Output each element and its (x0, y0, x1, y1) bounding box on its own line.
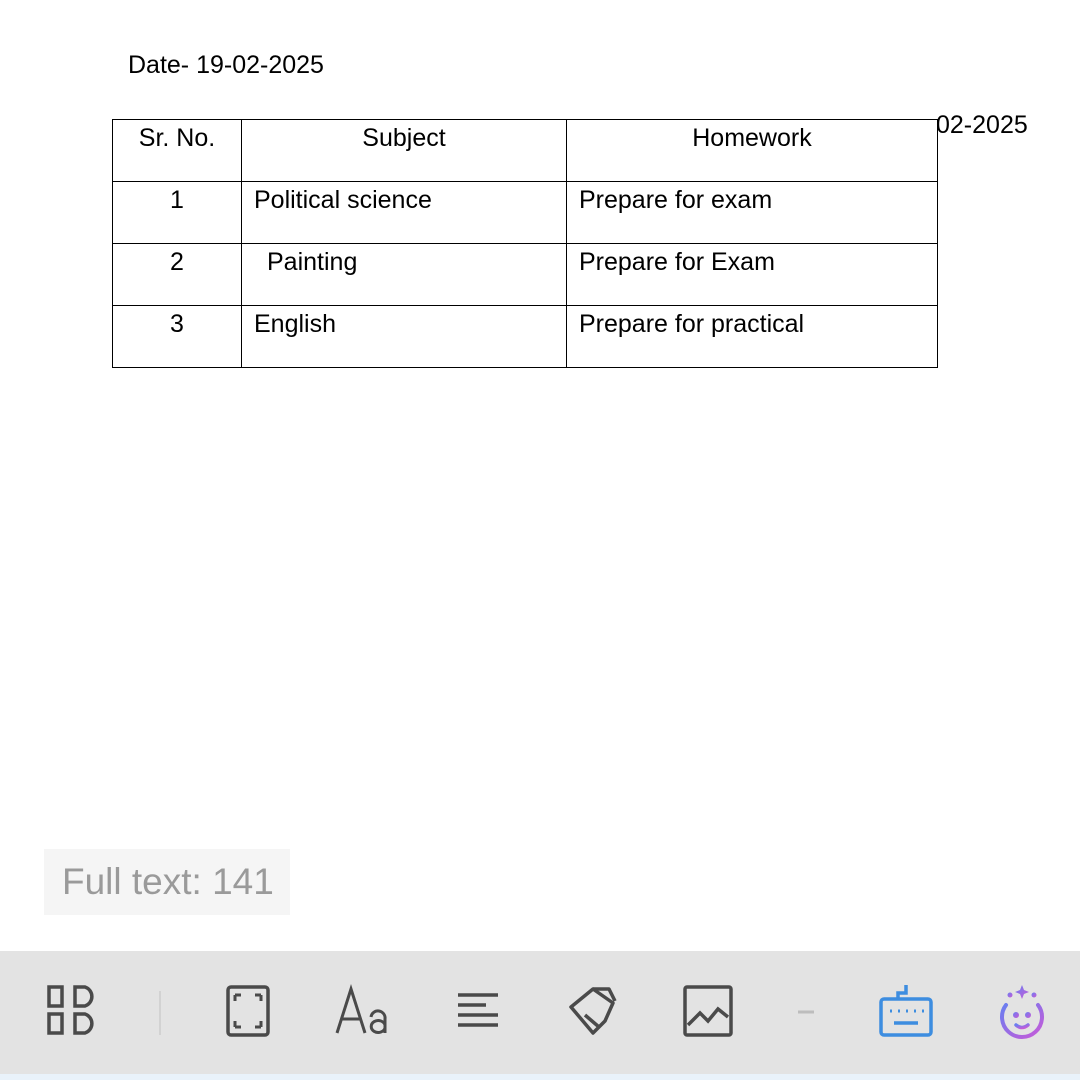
table-header-row (113, 120, 938, 182)
cell-homework: Prepare for exam (567, 182, 938, 244)
header-subject: Subject (242, 120, 567, 182)
table-row (113, 306, 938, 368)
align-left-icon[interactable] (448, 981, 508, 1041)
cell-sr-no: 2 (113, 244, 242, 306)
table-row (113, 182, 938, 244)
cell-homework: Prepare for Exam (567, 244, 938, 306)
cell-subject: Political science (242, 182, 567, 244)
cell-sr-no: 3 (113, 306, 242, 368)
table-row (113, 244, 938, 306)
keyboard-icon[interactable] (876, 981, 936, 1041)
minus-icon[interactable] (776, 981, 836, 1041)
paint-brush-icon[interactable] (563, 981, 623, 1041)
header-homework: Homework (567, 120, 938, 182)
cell-homework: Prepare for practical (567, 306, 938, 368)
cell-subject: Painting (242, 244, 567, 306)
toolbar-bottom-edge (0, 1074, 1080, 1080)
ai-assistant-icon[interactable] (992, 981, 1052, 1041)
cell-sr-no: 1 (113, 182, 242, 244)
toolbar-divider (159, 991, 161, 1035)
font-icon[interactable] (333, 981, 393, 1041)
layout-grid-icon[interactable] (42, 981, 102, 1041)
crop-icon[interactable] (218, 981, 278, 1041)
header-sr-no: Sr. No. (113, 120, 242, 182)
full-text-counter: Full text: 141 (44, 849, 290, 915)
date-line: Date- 19-02-2025 (128, 51, 324, 79)
cell-subject: English (242, 306, 567, 368)
bottom-toolbar (0, 951, 1080, 1074)
image-icon[interactable] (678, 981, 738, 1041)
homework-table[interactable] (112, 119, 938, 368)
overflow-date-text: 02-2025 (936, 111, 1028, 139)
